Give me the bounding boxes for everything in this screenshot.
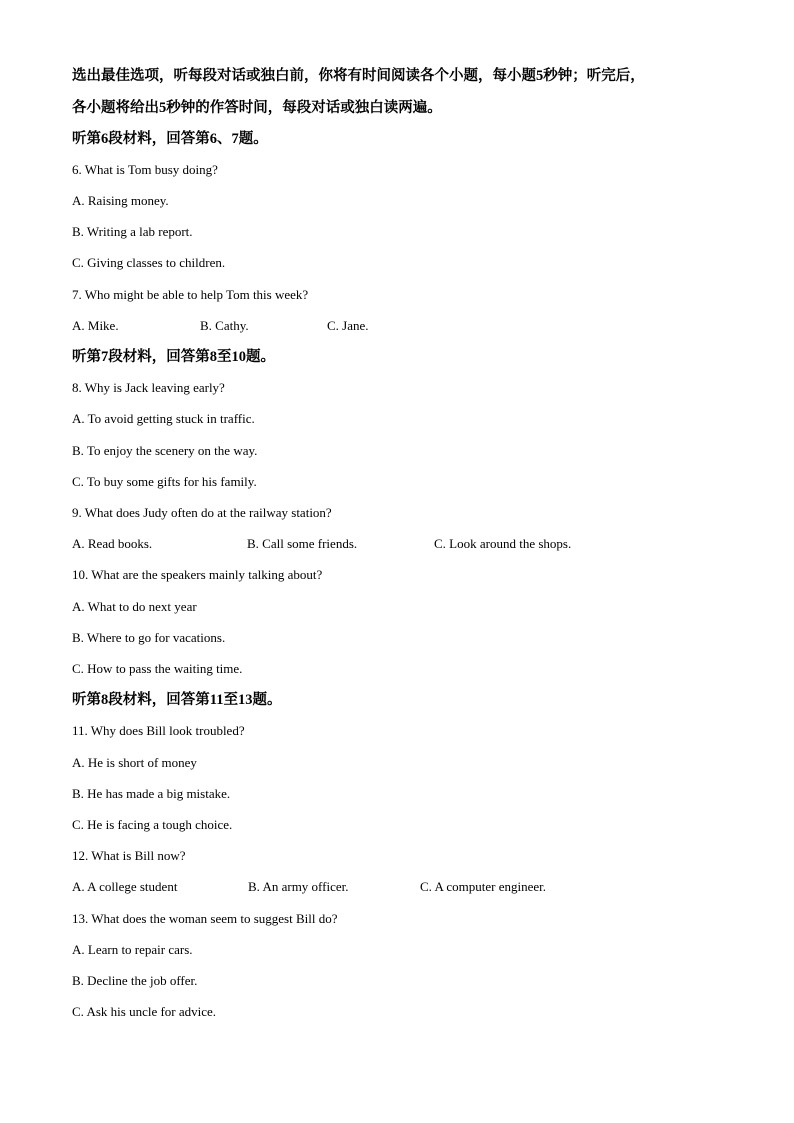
- question-8-option-a: A. To avoid getting stuck in traffic.: [72, 411, 255, 426]
- question-7-option-b: B. Cathy.: [200, 318, 249, 333]
- question-11: 11. Why does Bill look troubled?: [72, 723, 245, 738]
- question-13: 13. What does the woman seem to suggest Bill do?: [72, 911, 338, 926]
- question-9-option-b: B. Call some friends.: [247, 536, 358, 551]
- question-7-option-c: C. Jane.: [327, 318, 369, 333]
- question-8: 8. Why is Jack leaving early?: [72, 380, 225, 395]
- section-8-heading: 听第8段材料，回答第11至13题。: [72, 692, 282, 708]
- question-9-option-a: A. Read books.: [72, 536, 153, 551]
- question-13-option-a: A. Learn to repair cars.: [72, 942, 193, 957]
- question-11-option-c: C. He is facing a tough choice.: [72, 817, 233, 832]
- question-8-option-b: B. To enjoy the scenery on the way.: [72, 443, 258, 458]
- instructions-line-1: 选出最佳选项，听每段对话或独白前，你将有时间阅读各个小题，每小题5秒钟；听完后，: [72, 68, 645, 84]
- question-11-option-a: A. He is short of money: [72, 755, 197, 770]
- question-12-option-c: C. A computer engineer.: [420, 879, 547, 894]
- question-6-option-a: A. Raising money.: [72, 193, 169, 208]
- question-10-option-b: B. Where to go for vacations.: [72, 630, 226, 645]
- question-13-option-c: C. Ask his uncle for advice.: [72, 1004, 217, 1019]
- question-6-option-b: B. Writing a lab report.: [72, 224, 193, 239]
- question-8-option-c: C. To buy some gifts for his family.: [72, 474, 257, 489]
- instructions-line-2: 各小题将给出5秒钟的作答时间，每段对话或独白读两遍。: [72, 100, 442, 116]
- question-9-option-c: C. Look around the shops.: [434, 536, 572, 551]
- question-12-option-a: A. A college student: [72, 879, 178, 894]
- question-9: 9. What does Judy often do at the railway station?: [72, 505, 332, 520]
- question-11-option-b: B. He has made a big mistake.: [72, 786, 231, 801]
- question-10-option-c: C. How to pass the waiting time.: [72, 661, 243, 676]
- question-12-option-b: B. An army officer.: [248, 879, 349, 894]
- section-6-heading: 听第6段材料，回答第6、7题。: [72, 131, 268, 147]
- question-10-option-a: A. What to do next year: [72, 599, 197, 614]
- question-12: 12. What is Bill now?: [72, 848, 186, 863]
- question-6-option-c: C. Giving classes to children.: [72, 255, 226, 270]
- question-6: 6. What is Tom busy doing?: [72, 162, 218, 177]
- question-7-option-a: A. Mike.: [72, 318, 119, 333]
- question-13-option-b: B. Decline the job offer.: [72, 973, 198, 988]
- question-7: 7. Who might be able to help Tom this week?: [72, 287, 309, 302]
- section-7-heading: 听第7段材料，回答第8至10题。: [72, 349, 275, 365]
- question-10: 10. What are the speakers mainly talking about?: [72, 567, 323, 582]
